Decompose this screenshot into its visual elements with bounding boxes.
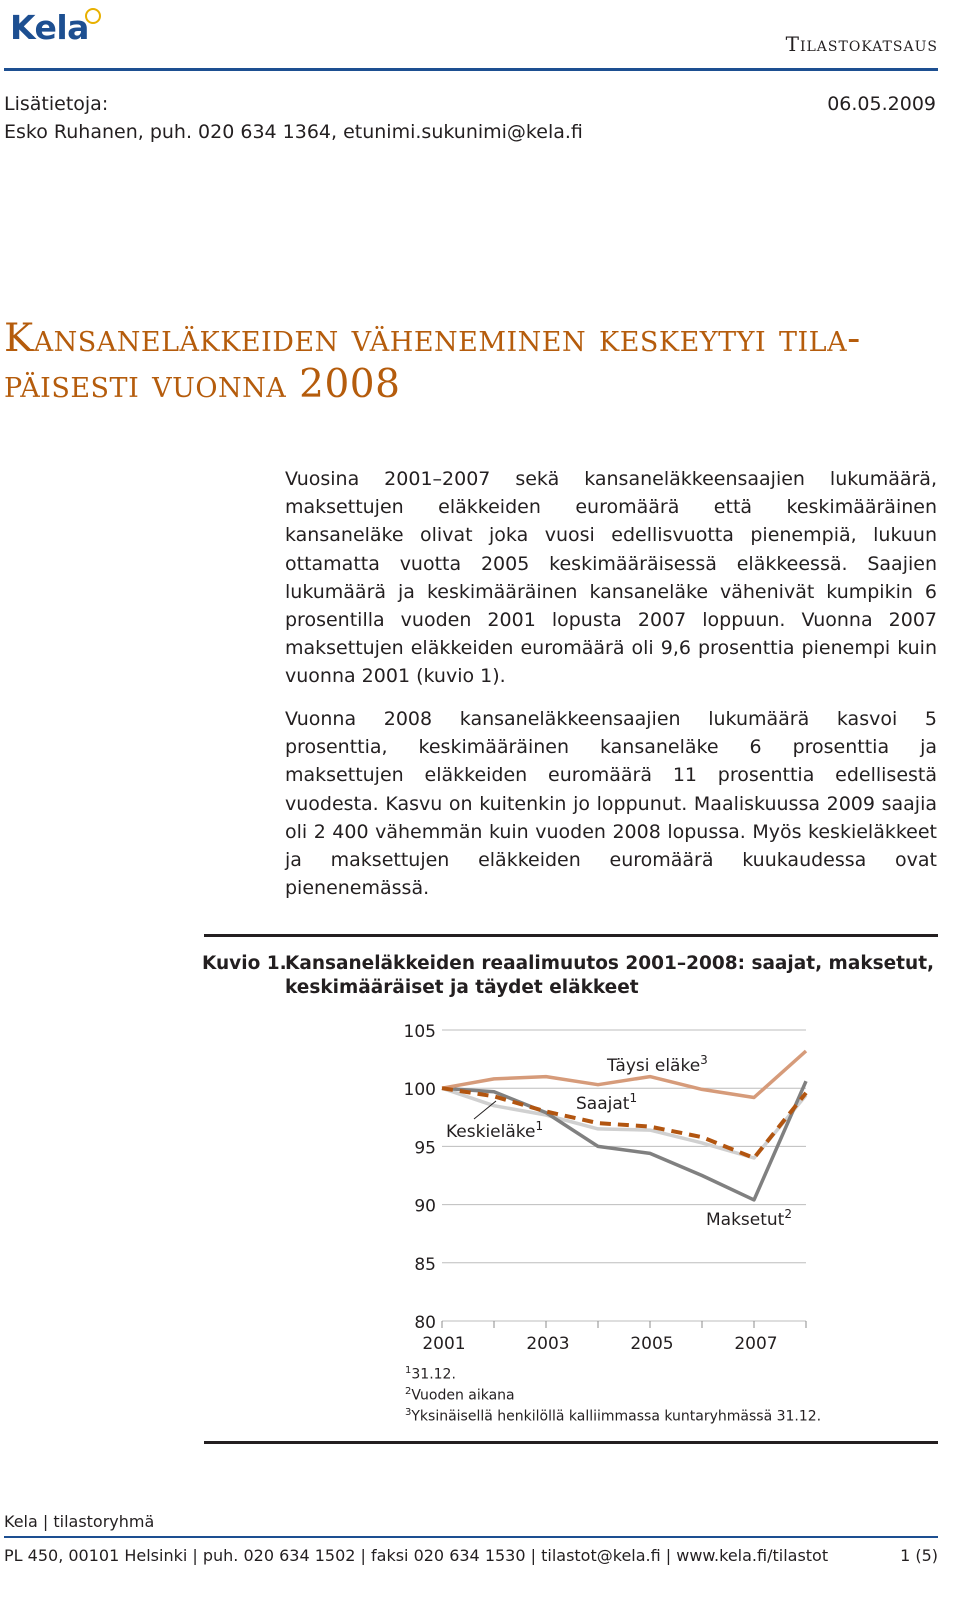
publication-date: 06.05.2009 <box>827 93 936 115</box>
y-tick-label: 100 <box>403 1080 436 1101</box>
page-title: Kansaneläkkeiden väheneminen keskeytyi tila-päisesti vuonna 2008 <box>4 316 861 407</box>
page-number: 1 (5) <box>900 1546 938 1565</box>
y-tick-label: 95 <box>414 1138 436 1159</box>
figure-bottom-rule <box>204 1441 938 1444</box>
series-label: Maksetut$^2$ <box>706 1207 792 1230</box>
paragraph-1: Vuosina 2001–2007 sekä kansaneläkkeensaajien lukumäärä, maksettujen eläkkeiden euromäärä että keskimääräinen kansaneläke olivat joka vuosi edellisvuotta pienempiä, lukuun ottamatta vuotta 2005 keskimääräisessä eläkkeessä. Saajien lukumäärä ja keskimääräinen kansaneläke vähenivät kumpikin 6 prosentilla vuoden 2001 lopusta 2007 loppuun. Vuonna 2007 maksettujen eläkkeiden euromäärä oli 9,6 prosenttia pienempi kuin vuonna 2001 (kuvio 1). <box>285 468 937 688</box>
footnote-1: $^1$31.12. <box>405 1365 456 1383</box>
series-label: Täysi eläke$^3$ <box>607 1053 708 1076</box>
footer-address: PL 450, 00101 Helsinki | puh. 020 634 1502 | faksi 020 634 1530 | tilastot@kela.fi | www.kela.fi/tilastot <box>4 1546 829 1565</box>
contact-line: Esko Ruhanen, puh. 020 634 1364, etunimi.sukunimi@kela.fi <box>4 121 583 143</box>
series-label: Keskieläke$^1$ <box>446 1119 544 1142</box>
x-tick-label: 2005 <box>630 1334 674 1354</box>
y-tick-label: 85 <box>414 1254 436 1275</box>
x-tick-label: 2003 <box>526 1334 570 1354</box>
x-tick-label: 2007 <box>734 1334 778 1354</box>
footer-rule <box>4 1536 938 1538</box>
paragraph-2: Vuonna 2008 kansaneläkkeensaajien lukumäärä kasvoi 5 prosenttia, keskimääräinen kansaneläke 6 prosenttia ja maksettujen eläkkeiden euromäärä 11 prosenttia edellisestä vuodesta. Kasvu on kuitenkin jo loppunut. Maaliskuussa 2009 saajia oli 2 400 vähemmän kuin vuoden 2008 lopussa. Myös keskieläkkeet ja maksettujen eläkkeiden euromäärä kuukaudessa ovat pienenemässä. <box>285 708 937 900</box>
y-tick-label: 90 <box>414 1196 436 1217</box>
figure-title: Kansaneläkkeiden reaalimuutos 2001–2008: saajat, maksetut, keskimääräiset ja täydet eläkkeet <box>285 953 935 998</box>
kela-logo: Kela <box>10 8 89 47</box>
x-axis <box>422 1321 806 1354</box>
figure-label: Kuvio 1. <box>202 953 287 974</box>
footnote-2: $^2$Vuoden aikana <box>405 1386 515 1404</box>
footer-org: Kela | tilastoryhmä <box>4 1512 155 1531</box>
y-tick-label: 80 <box>414 1313 436 1333</box>
info-label: Lisätietoja: <box>4 93 109 115</box>
series-label: Saajat$^1$ <box>576 1091 638 1114</box>
footnote-3: $^3$Yksinäisellä henkilöllä kalliimmassa kuntaryhmässä 31.12. <box>405 1407 822 1425</box>
x-tick-label: 2001 <box>422 1334 466 1354</box>
y-axis-ticks <box>404 1022 436 1333</box>
document-type: Tilastokatsaus <box>785 32 938 56</box>
y-tick-label: 105 <box>403 1022 436 1042</box>
